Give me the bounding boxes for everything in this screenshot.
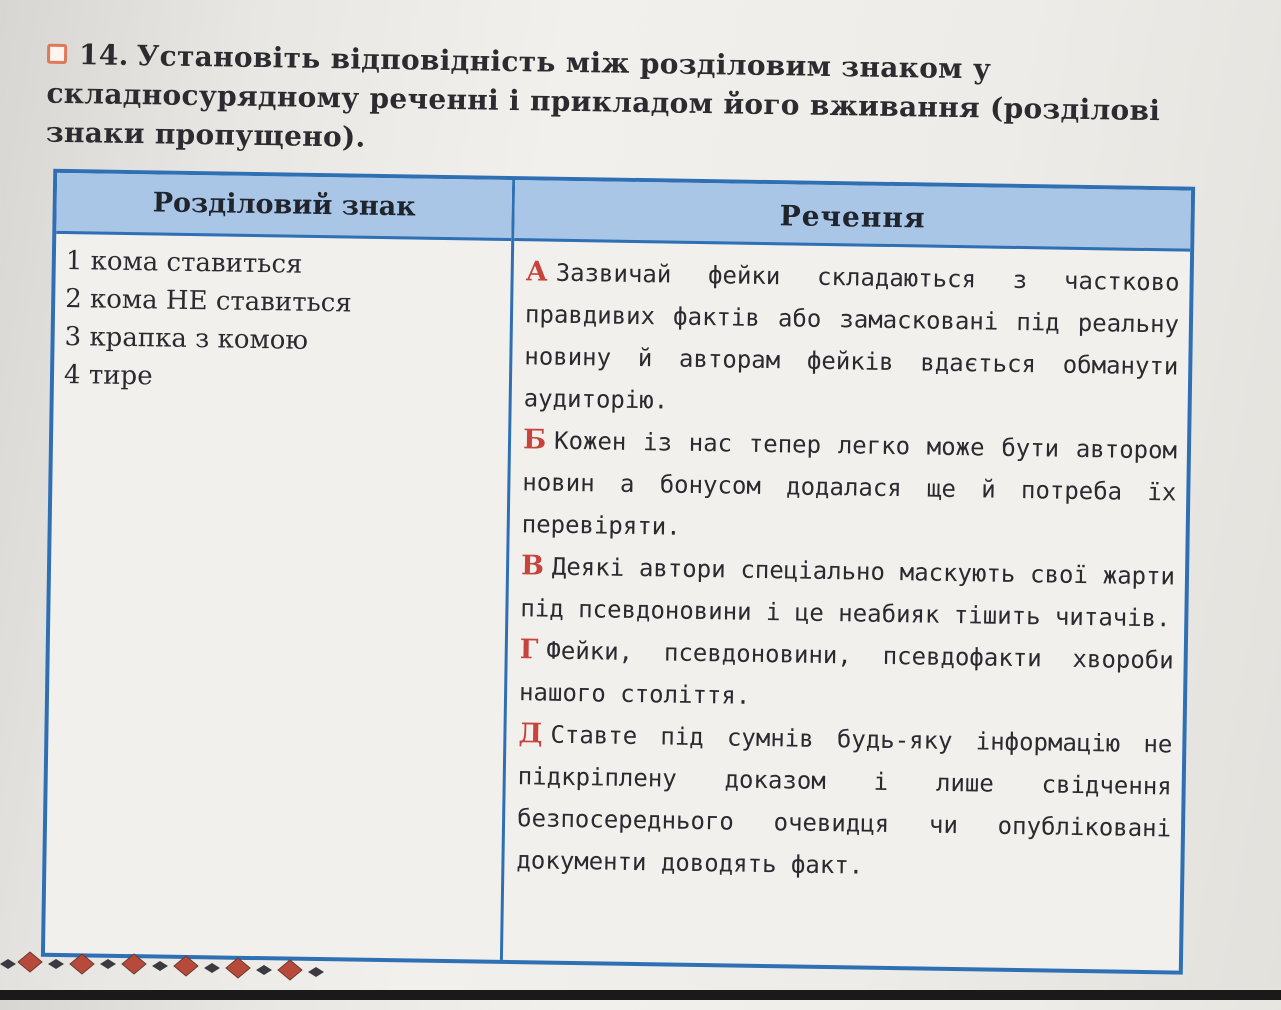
punctuation-item: 4 тире [63, 359, 153, 392]
punctuation-item: 2 кома НЕ ставиться [64, 284, 352, 319]
sentence-text: Деякі автори спеціально маскують свої жарти під псевдоновини і це неабияк тішить читачів. [520, 552, 1176, 633]
question-block [46, 35, 1208, 170]
sentence-letter: Д [518, 718, 543, 750]
sentence-text: Зазвичай фейки складаються з частково правдивих фактів або замасковані під реальну новину й авторам фейків вдається обманути аудиторію. [523, 258, 1180, 415]
matching-table [41, 169, 1195, 975]
punctuation-item: 1 кома ставиться [65, 246, 303, 280]
sentence-item [519, 629, 1174, 723]
sentence-column-header: Речення [514, 180, 1191, 252]
sentence-item [523, 251, 1180, 429]
question-number: 14. [78, 38, 129, 72]
checkbox-icon [47, 43, 67, 63]
sentence-letter: Б [522, 424, 547, 456]
sentence-text: Кожен із нас тепер легко може бути автором новин а бонусом додалася ще й потреба їх перевіряти. [521, 426, 1178, 541]
sentence-letter: А [525, 256, 548, 288]
sentence-text: Ставте під сумнів будь-яку інформацію не підкріплену доказом і лише свідчення безпосереднього очевидця чи опубліковані документи доводять факт. [516, 720, 1173, 880]
sentence-text: Фейки, псевдоновини, псевдофакти хвороби нашого століття. [518, 636, 1174, 710]
sentence-letter: В [520, 550, 545, 582]
sentence-item [521, 419, 1177, 555]
sentence-item [520, 545, 1175, 639]
sentence-letter: Г [519, 634, 539, 666]
punctuation-column [45, 173, 515, 960]
sentence-column [503, 180, 1191, 971]
sentence-list [504, 241, 1190, 892]
punctuation-item: 3 крапка з комою [64, 321, 309, 356]
question-text: Установіть відповідність між розділовим знаком у складносурядному реченні і прикладом його вживання (розділові знаки пропущено). [45, 39, 1161, 154]
bottom-edge [0, 990, 1281, 1000]
ornament-border-icon [0, 942, 340, 982]
punctuation-column-header: Розділовий знак [56, 173, 512, 241]
sentence-item [516, 713, 1173, 891]
punctuation-list [64, 242, 511, 401]
